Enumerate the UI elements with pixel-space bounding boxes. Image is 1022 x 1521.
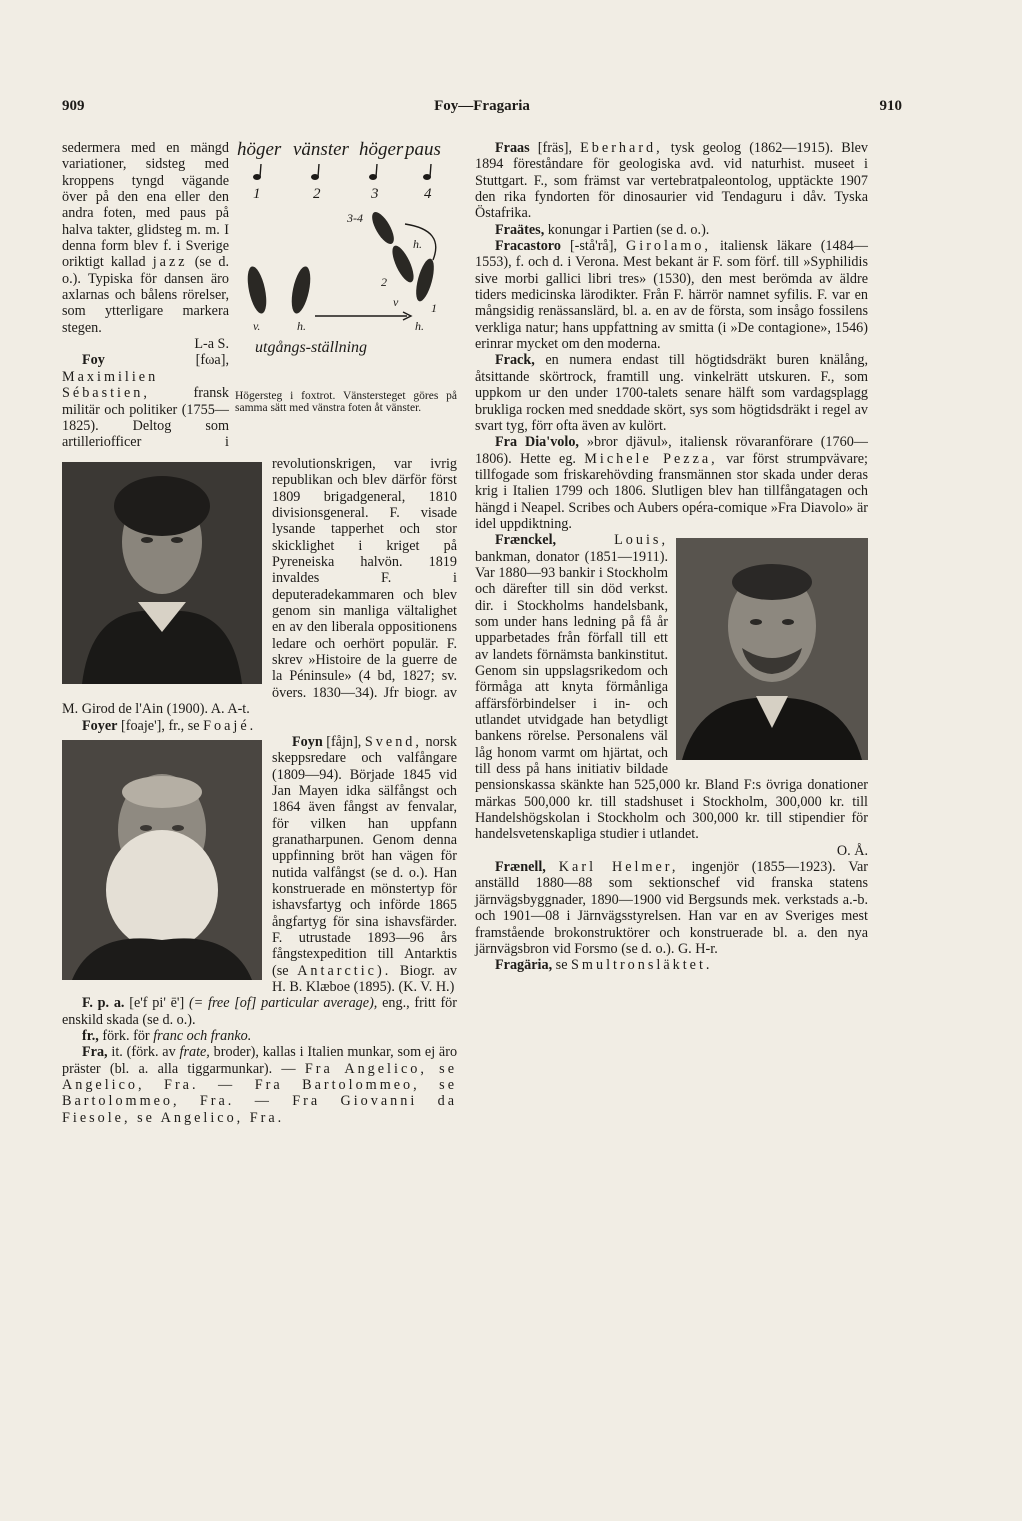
- entry-fr: [62, 1028, 457, 1044]
- fraenell-name: Karl Helmer,: [558, 859, 679, 876]
- foot-h: h.: [297, 319, 306, 333]
- entry-head-fracastoro: Fracastoro: [495, 238, 561, 255]
- entry-fraates: [475, 222, 868, 238]
- fragaria-ref: Smultronsläktet.: [571, 957, 713, 974]
- entry-fragaria: [475, 957, 868, 973]
- entry-head-fra-diavolo: Fra Dia'volo,: [495, 434, 579, 451]
- foy-text: fransk militär och politiker (1755—1825). Deltog som artilleriofficer i revolutionskrigen, var ivrig republikan och blev därför först 1809 brigadgeneral, 1810 divisionsgeneral. F. visade lysande tapperhet och stor skicklighet i kriget på Pyreneiska halvön. 1819 invaldes F. i deputeradekammaren och blev genom sin manliga vältalighet en av den liberala oppositionens ledare och oerhört populär. F. skrev »Histoire de la guerre de la Péninsule» (4 bd, 1827; sv. övers. 1830—34). Jfr biogr. av M. Girod de l'Ain (1900).: [62, 385, 457, 718]
- photo-fraenckel-wrap: [676, 538, 868, 760]
- note-icons: [253, 164, 431, 180]
- fraenckel-text: bankman, donator (1851—1911). Var 1880—93 bankir i Stockholm och därefter till sin död verkst. dir. i Stockholms handelsbank, som under hans ledning på få år upparbetades från förfall till ett av landets förnämsta bankinstitut. Genom sin uppslagsrikedom och förmåga att knyta förmånliga affärsförbindelser i in- och utlandet utvidgade han betydligt bankens rörelse. Personalens väl låg honom varmt om hjärtat, och till dess på hans initiativ bildade pensionskassa skänkte han 525,000 kr. Bland F:s övriga donationer märkas 500,000 kr. till stadshuset i Stockholm, 300,000 kr. till Handelshögskolan i Stockholm och 300,000 kr. till stipendier för handelsvetenskapliga studier i utlandet.: [475, 548, 868, 843]
- count-3: 3: [371, 186, 379, 202]
- entry-fraenell: [475, 859, 868, 957]
- foyn-name: Svend,: [364, 733, 422, 750]
- entry-frack: [475, 352, 868, 434]
- label-hoger-2: höger: [359, 140, 404, 160]
- foyer-ref: Foajé.: [203, 717, 257, 734]
- entry-head-fraenckel: Frænckel,: [495, 532, 557, 549]
- footprint-icon: [413, 257, 438, 303]
- label-hoger-1: höger: [237, 140, 282, 160]
- portrait-foy: [62, 462, 262, 684]
- entry-fra-diavolo: [475, 434, 868, 532]
- foxtrot-figure: [235, 140, 457, 456]
- portrait-foyn: [62, 740, 262, 980]
- foot-v: v.: [253, 319, 261, 333]
- entry-fracastoro: [475, 238, 868, 352]
- foy-pron: [fωa],: [195, 352, 229, 369]
- entry-head-fra: Fra,: [82, 1044, 108, 1061]
- count-2: 2: [313, 186, 321, 202]
- fradiavolo-text2: var först strumpvävare; tillfogade som friskarehövding fransmännen stor skada under deras krig i Italien 1799 och 1806. Slutligen blev han tillfångatagen och hängd i Neapel. Scribes och Aubers opéra-comique »Fra Diavolo» är idel uppdiktning.: [475, 450, 868, 532]
- entry-head-fragaria: Fragäria,: [495, 957, 553, 974]
- start-label: utgångs-ställning: [255, 339, 368, 356]
- fra-refs: Fra Angelico, se Angelico, Fra. — Fra Bartolommeo, se Bartolommeo, Fra. — Fra Giovanni da Fiesole, se Angelico, Fra.: [62, 1060, 457, 1126]
- frack-text: en numera endast till högtidsdräkt buren knälång, åtsittande skörtrock, framtill ung. vinkelrätt utskuren. F., som uppkom ur den under 1700-talets senare hälft som vardagsplagg brukliga rocken med sneddade skört, sys som högtidsdräkt i regel av svart tyg, förr ofta även av kulört.: [475, 352, 869, 434]
- foy-name: Maximilien Sébastien,: [62, 368, 159, 402]
- entry-head-foyn: Foyn: [292, 733, 323, 750]
- entry-head-fraates: Fraätes,: [495, 221, 545, 238]
- mark-2: 2: [381, 275, 387, 289]
- foyn-tail: Biogr. av H. B. Klæboe (1895). (K. V. H.): [272, 962, 457, 995]
- entry-head-foy: Foy: [82, 352, 105, 369]
- signature-foy: A. A-t.: [210, 701, 250, 718]
- jazz-ref: jazz: [152, 254, 188, 271]
- page-header: [62, 98, 902, 122]
- portrait-fraenckel: [676, 538, 868, 760]
- running-title: Foy—Fragaria: [434, 98, 530, 114]
- fra-italic: frate,: [179, 1044, 210, 1061]
- entry-head-fr: fr.,: [82, 1028, 99, 1045]
- footprint-icon: [244, 265, 270, 315]
- foyer-text: [foaje'], fr., se: [121, 717, 200, 734]
- fpa-eq: (= free [of] particular average),: [188, 995, 378, 1012]
- fradiavolo-text1: »bror djävul», italiensk rövaranförare (1760—1806). Hette eg.: [475, 434, 868, 467]
- fragaria-text: se: [555, 957, 568, 974]
- entry-head-fpa: F. p. a.: [82, 995, 125, 1012]
- fr-italic: franc och franko.: [153, 1028, 252, 1045]
- label-paus: paus: [405, 140, 441, 160]
- signature-fraenell: G. H-r.: [677, 940, 718, 957]
- entry-fpa: [62, 995, 457, 1028]
- signature-foxtrot: L-a S.: [194, 336, 229, 353]
- entry-head-foyer: Foyer: [82, 717, 118, 734]
- fra-text1: it. (förk. av: [111, 1044, 176, 1061]
- fraates-text: konungar i Partien (se d. o.).: [547, 221, 710, 238]
- fraas-pron: [fräs],: [537, 140, 573, 156]
- fracastoro-name: Girolamo,: [626, 238, 711, 255]
- figure-caption: Högersteg i foxtrot. Vänstersteget göres på samma sätt med vänstra foten åt vänster.: [235, 390, 457, 414]
- left-column: [62, 140, 457, 1126]
- count-4: 4: [424, 186, 432, 202]
- step-label: 3-4: [347, 211, 363, 225]
- entry-foyer: [62, 718, 457, 734]
- fraenckel-name: Louis,: [614, 532, 668, 549]
- right-column: [475, 140, 868, 974]
- foyn-pron: [fåjn],: [326, 733, 362, 750]
- foyn-text: norsk skeppsredare och valfångare (1809—94). Började 1845 vid Jan Mayen idka sälfångst och 1864 även fångst av fenvalar, för vilken han uppfann granatharpunen. Genom denna uppfinning bröt han vägen för nutida valfångst (se d. o.). Han konstruerade en mönstertyp för ishavsfartyg och införde 1865 ångfartyg för sina ishavsfärder. F. utrustade 1893—96 års fångstexpedition till Antarktis (se: [272, 733, 457, 979]
- entry-fraas: [475, 140, 868, 222]
- entry-fra: [62, 1044, 457, 1126]
- entry-fraenckel: [475, 532, 868, 843]
- fracastoro-pron: [-stå'rå],: [569, 238, 617, 255]
- mark-h: h.: [413, 237, 422, 251]
- fraas-text: tysk geolog (1862—1915). Blev 1894 föreståndare för geologiska avd. vid naturhist. museet i Stuttgart. F., som främst var vertebratpaleontolog, upptäckte 1907 den rika fyndorten för dinosaurier vid Tendaguru i dåv. Tyska Östafrika.: [475, 140, 869, 222]
- entry-head-frack: Frack,: [495, 352, 535, 369]
- fraenell-text: ingenjör (1855—1923). Var anställd 1880—88 som sektionschef vid franska statens järnvägsbyggnader, 1890—1900 vid Bergsunds mek. verkstads a.-b. och 1901—08 i Järnvägsstyrelsen. Han var en av Sveriges mest framstående brokonstruktörer och konstruerade bl. a. den nya järnvägsbron vid Forsmo (se d. o.).: [475, 859, 869, 957]
- page-number-right: 910: [879, 98, 902, 114]
- signature-fraenckel: O. Å.: [836, 842, 868, 859]
- entry-foyn: [62, 734, 457, 996]
- entry-head-fraenell: Frænell,: [495, 859, 546, 876]
- count-1: 1: [253, 186, 261, 202]
- fra-text2: broder), kallas i Italien munkar, som ej äro präster (bl. a. alla tiggarmunkar). —: [62, 1044, 458, 1077]
- label-vanster: vänster: [293, 140, 349, 160]
- fpa-pron: [e'f pi' ē']: [129, 995, 185, 1012]
- mark-v: v: [393, 295, 399, 309]
- photo-foyn-wrap: [62, 740, 262, 980]
- footprint-icon: [368, 209, 398, 247]
- foxtrot-text: sedermera med en mängd variationer, sidsteg med kroppens tyngd vägande över på den ena eller den andra foten, med paus på halva takter, glidsteg m. m. I denna form blev f. i Sverige oriktigt kallad: [62, 140, 229, 271]
- foot-h2: h.: [415, 319, 424, 333]
- footprint-icon: [288, 265, 314, 315]
- fradiavolo-name: Michele Pezza,: [584, 450, 718, 467]
- entry-head-fraas: Fraas: [495, 140, 530, 156]
- photo-foy-wrap: [62, 462, 262, 684]
- fracastoro-text: italiensk läkare (1484—1553), f. och d. i Verona. Mest bekant är F. som förf. till »Syphilidis sive morbi gallici libri tres» (1530), den mest berömda av äldre tiders medicinska lärodikter. Från F. härrör namnet syfilis. F. var en mångsidig renässanslärd, bl. a. en av de första, som insågo fossilens verkliga natur; hans uppfattning av smitta (i »De contagione», 1546) erinrar mycket om den moderna.: [475, 238, 868, 353]
- page-number-left: 909: [62, 98, 85, 114]
- fr-text: förk. för: [102, 1028, 150, 1045]
- fraas-name: Eberhard,: [580, 140, 663, 156]
- foxtrot-tail: (se d. o.). Typiska för dansen äro axlarnas och bålens rörelser, som ytterligare markera stegen.: [62, 254, 230, 336]
- mark-1: 1: [431, 301, 437, 315]
- fpa-text: eng., fritt för enskild skada (se d. o.).: [62, 995, 457, 1028]
- foyn-ref: Antarctic).: [297, 962, 392, 979]
- foxtrot-step-diagram: [235, 140, 457, 388]
